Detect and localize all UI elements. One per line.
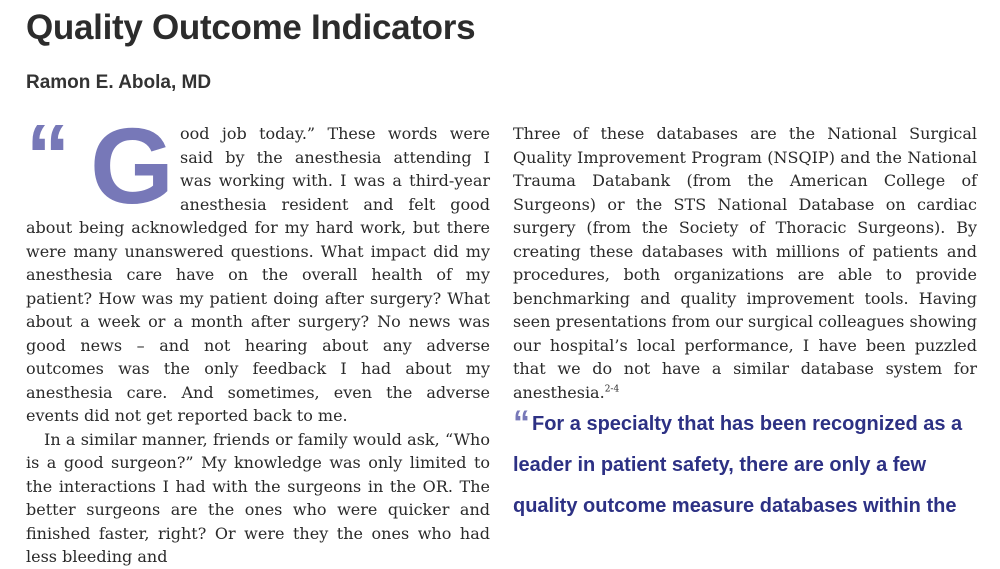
- right-paragraph-1-text: Three of these databases are the National Surgical Quality Improvement Program (NSQIP) and the National Trauma Databank (from the American College of Surgeons) or the STS National Database on cardiac surgery (from the Society of Thoracic Surgeons). By creating these databases with millions of patients and procedures, both organizations are able to provide benchmarking and quality improvement tools. Having seen presentations from our surgical colleagues showing our hospital’s local performance, I have been puzzled that we do not have a similar database system for anesthesia.: [513, 124, 977, 402]
- left-paragraph-1-text: ood job today.” These words were said by the anesthesia attending I was working with. I was a third-year anesthesia resident and felt good about being acknowledged for my hard work, but there were many unanswered questions. What impact did my anesthesia care have on the overall health of my patient? How was my patient doing after surgery? What about a week or a month after surgery? No news was good news – and not hearing about any adverse outcomes was the only feedback I had about my anesthesia care. And sometimes, even the adverse events did not get reported back to me.: [26, 124, 490, 425]
- drop-cap-letter: G: [90, 105, 175, 226]
- left-paragraph-2: In a similar manner, friends or family would ask, “Who is a good surgeon?” My knowledge was only limited to the interactions I had with the surgeons in the OR. The better surgeons are the ones who were quicker and finished faster, right? Or were they the ones who had less bleeding and: [26, 429, 490, 566]
- pull-quote-mark-icon: “: [513, 404, 530, 442]
- right-column: [513, 122, 977, 404]
- article-title: Quality Outcome Indicators: [26, 8, 476, 47]
- open-quote-ornament: [26, 106, 96, 205]
- left-column: [26, 105, 490, 569]
- pull-quote-text: For a specialty that has been recognized as a leader in patient safety, there are only a few quality outcome measure databases within the: [513, 413, 963, 517]
- author-byline: Ramon E. Abola, MD: [26, 72, 212, 93]
- left-paragraph-1: [26, 105, 490, 428]
- citation-superscript: 2-4: [604, 384, 620, 395]
- open-quote-mark: “: [26, 106, 70, 205]
- right-paragraph-1: [513, 122, 977, 404]
- pull-quote: [513, 404, 983, 527]
